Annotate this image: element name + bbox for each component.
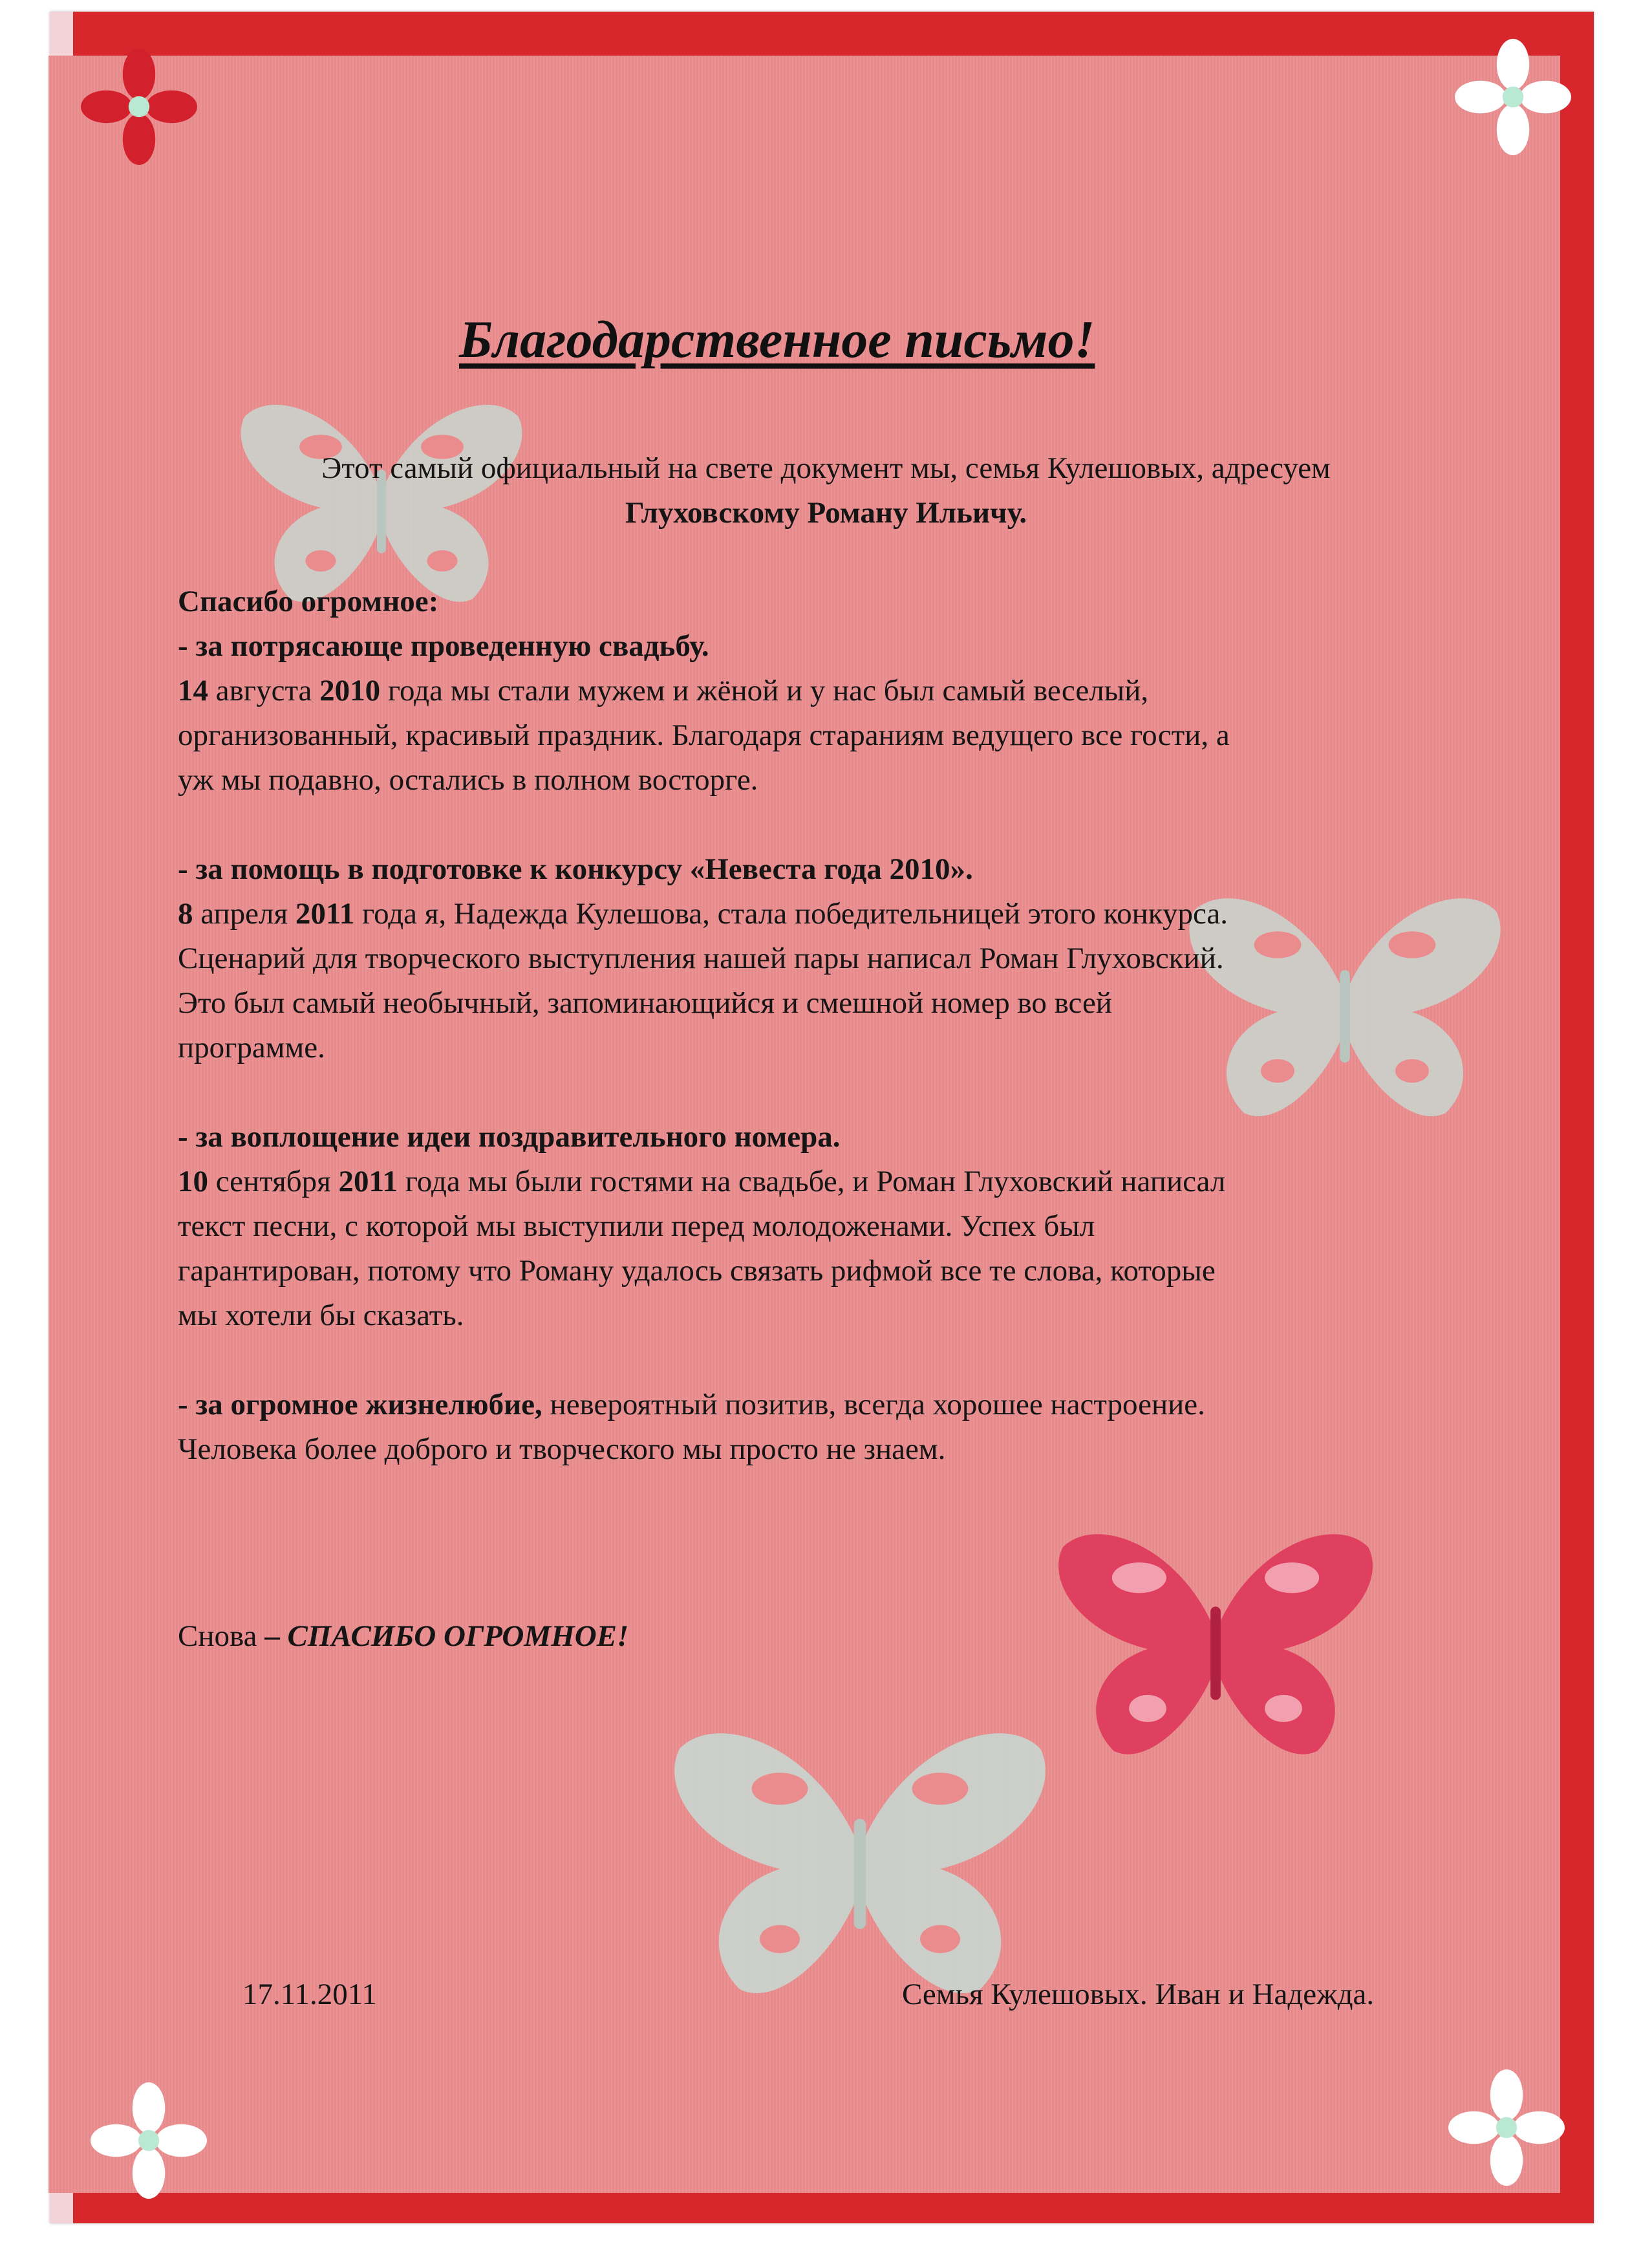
- section-3-line-1: [178, 1160, 1225, 1204]
- section-4-text-a: невероятный позитив, всегда хорошее настроение.: [542, 1388, 1205, 1421]
- section-3-text-b: года мы были гостями на свадьбе, и Роман Глуховский написал: [397, 1165, 1226, 1198]
- section-1-year: 2010: [319, 674, 381, 707]
- section-3-year: 2011: [338, 1165, 398, 1198]
- section-3-heading: - за воплощение идеи поздравительного номера.: [178, 1120, 841, 1154]
- section-1-text-a: августа: [208, 674, 320, 707]
- section-2-line-2: Сценарий для творческого выступления нашей пары написал Роман Глуховский.: [178, 942, 1224, 975]
- flower-bottom-left: [91, 2082, 207, 2199]
- section-1-line-3: уж мы подавно, остались в полном восторге.: [178, 763, 758, 797]
- addressee-name: Глуховскому Роману Ильичу.: [625, 496, 1027, 530]
- section-2-heading: - за помощь в подготовке к конкурсу «Невеста года 2010».: [178, 852, 973, 886]
- closing-dash: –: [264, 1619, 288, 1653]
- section-2-day: 8: [178, 897, 193, 931]
- section-2-line-4: программе.: [178, 1031, 325, 1064]
- section-3-line-2: текст песни, с которой мы выступили перед молодоженами. Успех был: [178, 1209, 1095, 1243]
- closing-emphasis: СПАСИБО ОГРОМНОЕ!: [287, 1619, 629, 1653]
- section-3-text-a: сентября: [208, 1165, 339, 1198]
- letter-signature: Семья Кулешовых. Иван и Надежда.: [902, 1978, 1375, 2011]
- section-2-line-1: [178, 892, 1228, 936]
- butterfly-pink: [1035, 1513, 1397, 1785]
- section-3-day: 10: [178, 1165, 208, 1198]
- section-1-heading: - за потрясающе проведенную свадьбу.: [178, 629, 709, 663]
- closing-again: Снова: [178, 1619, 265, 1653]
- letter-title: Благодарственное письмо!: [459, 310, 1095, 369]
- section-1-line-1: [178, 669, 1148, 713]
- thanks-heading: Спасибо огромное:: [178, 585, 439, 618]
- flower-top-right: [1455, 39, 1571, 155]
- section-3-line-4: мы хотели бы сказать.: [178, 1299, 464, 1332]
- section-2-year: 2011: [295, 897, 355, 931]
- section-2-line-3: Это был самый необычный, запоминающийся и смешной номер во всей: [178, 986, 1112, 1020]
- section-3-line-3: гарантирован, потому что Роману удалось связать рифмой все те слова, которые: [178, 1254, 1216, 1288]
- letter-date: 17.11.2011: [242, 1978, 378, 2011]
- flower-top-left: [81, 49, 197, 165]
- section-1-day: 14: [178, 674, 208, 707]
- section-4-line-1: [178, 1383, 1205, 1427]
- section-2-text-a: апреля: [193, 897, 295, 931]
- section-1-text-b: года мы стали мужем и жёной и у нас был самый веселый,: [380, 674, 1149, 707]
- section-4-line-2: Человека более доброго и творческого мы просто не знаем.: [178, 1432, 946, 1466]
- section-2-text-b: года я, Надежда Кулешова, стала победительницей этого конкурса.: [354, 897, 1228, 931]
- section-1-line-2: организованный, красивый праздник. Благодаря стараниям ведущего все гости, а: [178, 718, 1230, 752]
- intro-line-1: Этот самый официальный на свете документ мы, семья Кулешовых, адресуем: [321, 451, 1331, 485]
- flower-bottom-right: [1448, 2069, 1565, 2186]
- section-4-heading: - за огромное жизнелюбие,: [178, 1388, 542, 1421]
- closing-line: [178, 1614, 628, 1659]
